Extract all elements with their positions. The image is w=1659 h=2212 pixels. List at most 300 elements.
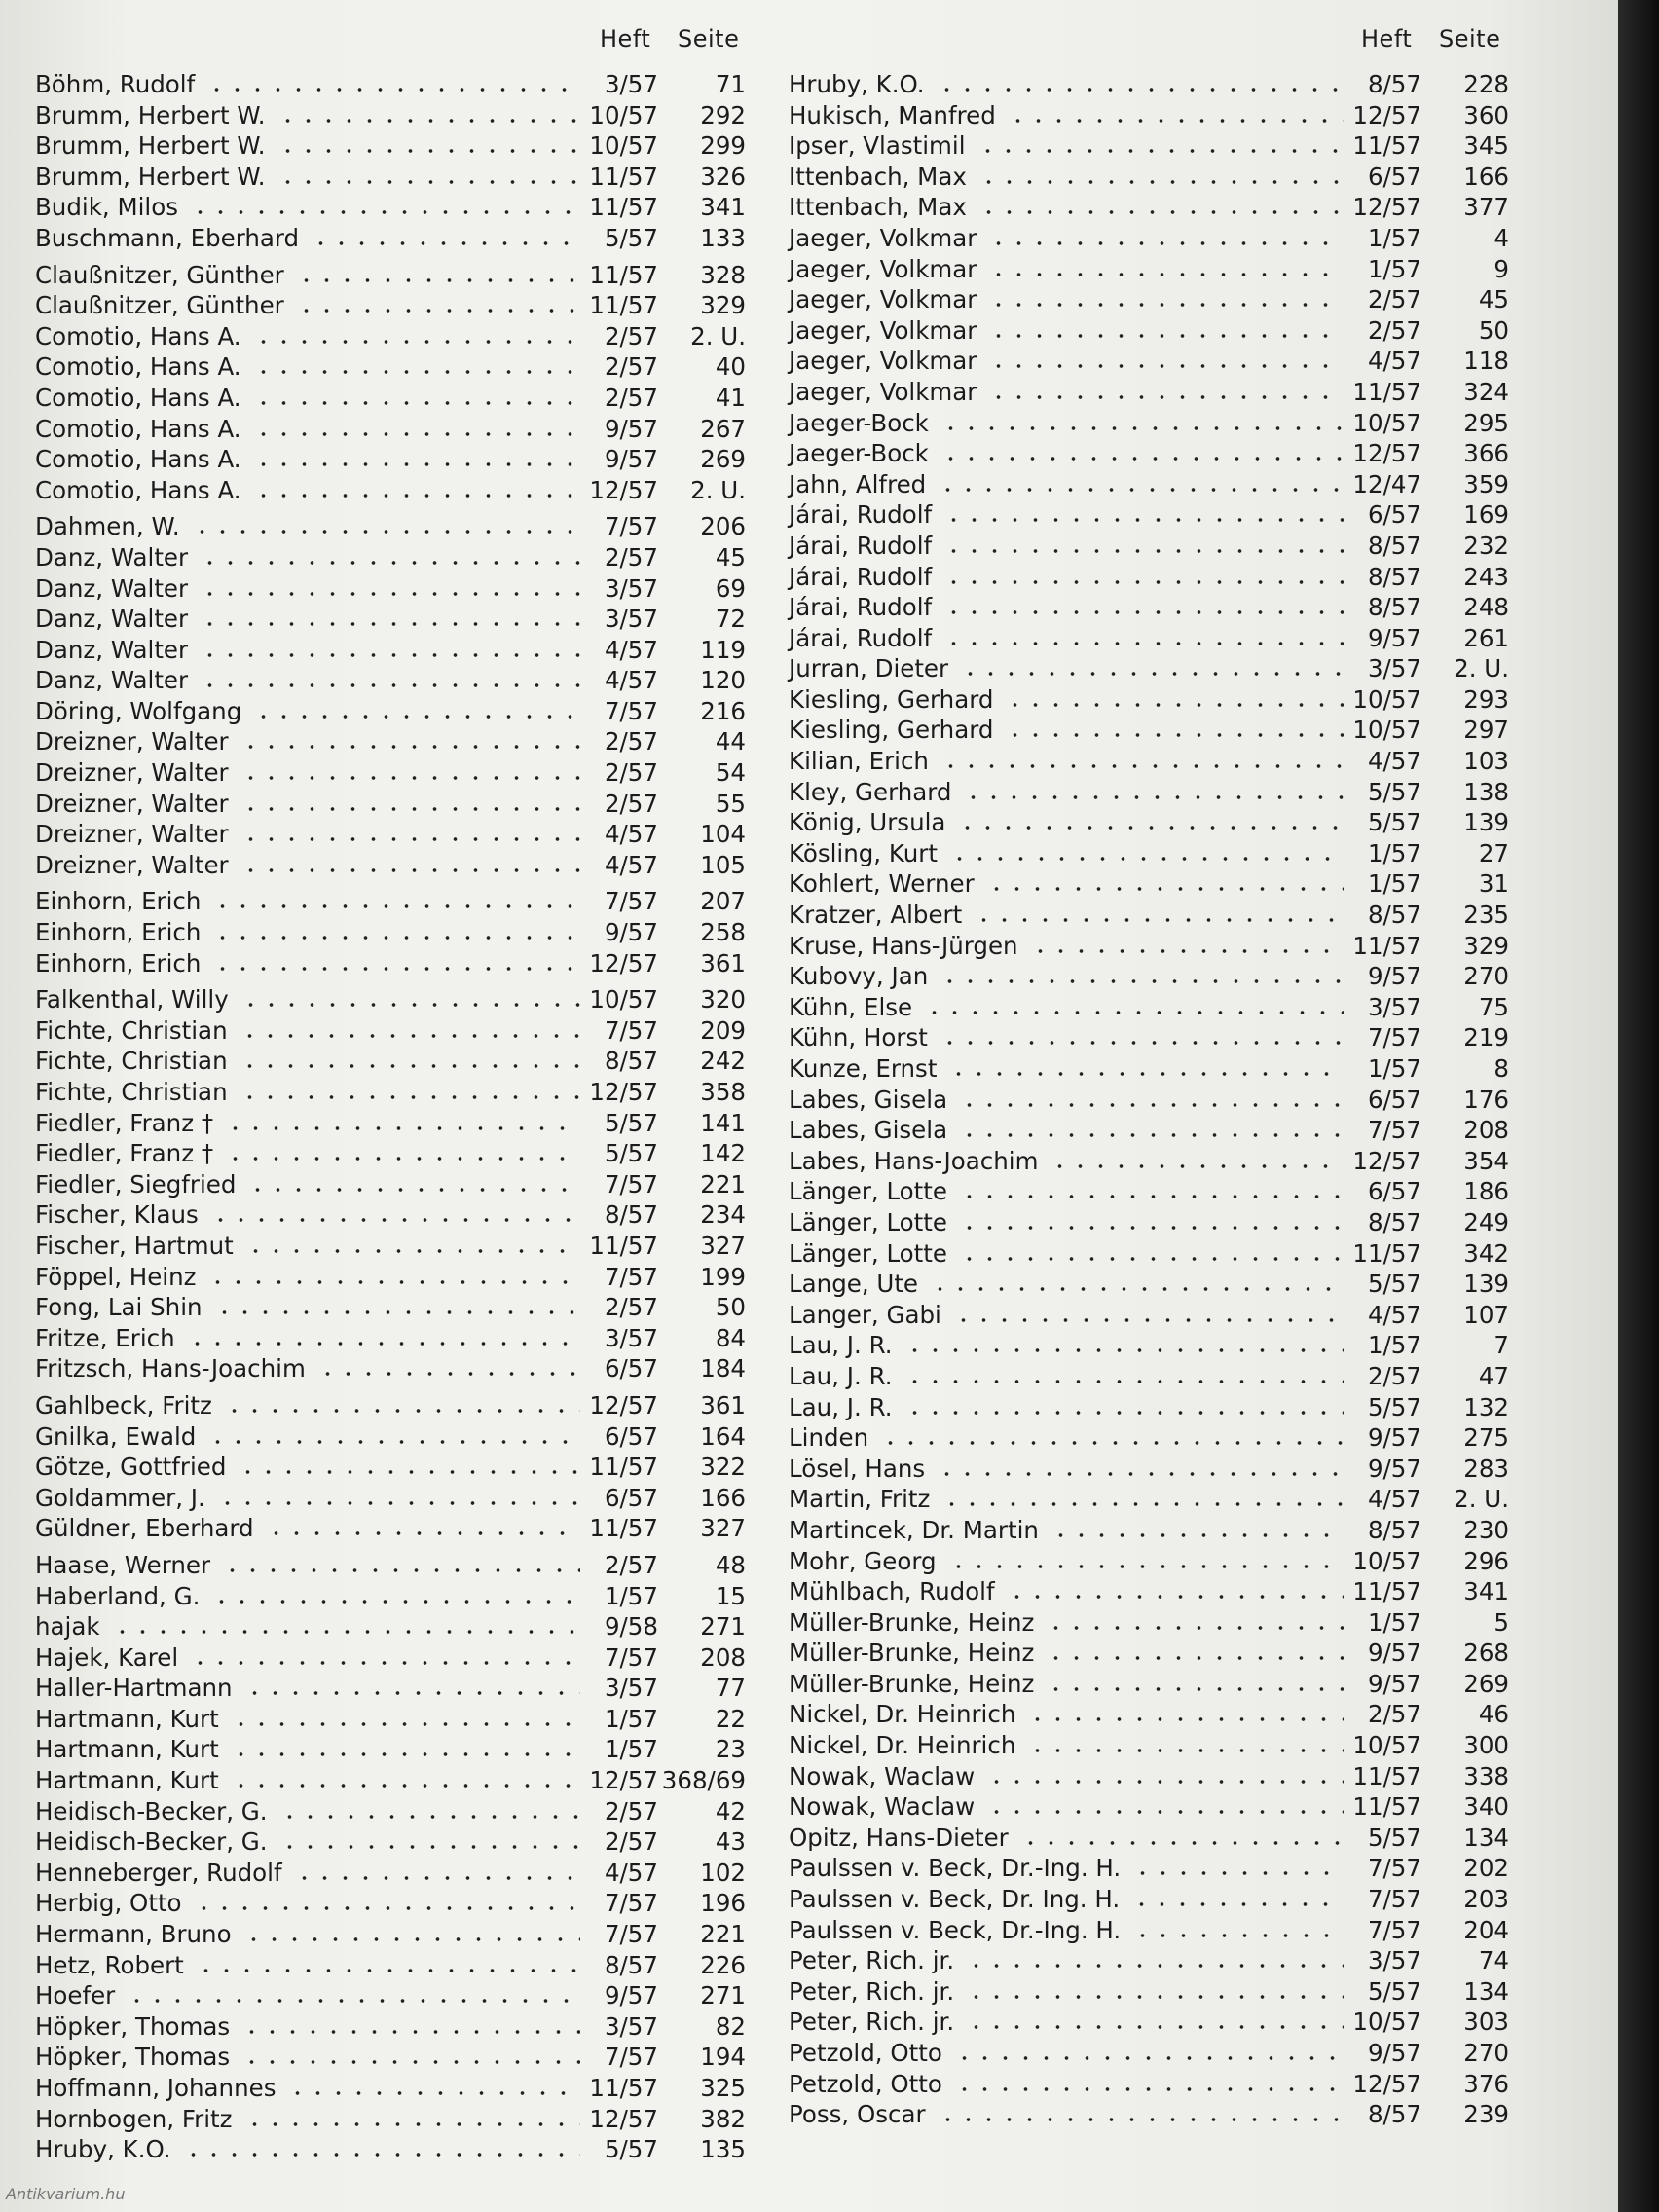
entry-name: Kühn, Horst: [789, 1023, 928, 1052]
entry-name: Budik, Milos: [35, 193, 178, 222]
entry-seite: 2. U.: [690, 321, 746, 350]
entry-name: Dreizner, Walter: [35, 820, 229, 849]
leader-dots: [207, 1440, 580, 1444]
entry-heft: 4/57: [604, 1858, 658, 1887]
entry-seite: 327: [700, 1231, 746, 1260]
entry-heft: 1/57: [1367, 1331, 1421, 1360]
entry-heft: 11/57: [1352, 1761, 1421, 1790]
entry-heft: 6/57: [604, 1483, 658, 1512]
index-entry: [35, 1514, 756, 1545]
leader-dots: [212, 967, 580, 971]
entry-seite: 326: [700, 162, 746, 191]
entry-seite: 118: [1463, 347, 1509, 376]
entry-heft: 2/57: [604, 321, 658, 350]
entry-name: Goldammer, J.: [35, 1483, 205, 1512]
entry-name: Länger, Lotte: [789, 1207, 947, 1236]
leader-dots: [200, 622, 580, 626]
index-entry: [789, 2070, 1509, 2101]
entry-seite: 295: [1463, 408, 1509, 437]
entry-heft: 5/57: [604, 223, 658, 252]
entry-seite: 27: [1478, 838, 1509, 867]
index-entry: [789, 439, 1509, 470]
entry-name: Döring, Wolfgang: [35, 696, 242, 725]
entry-heft: 10/57: [1352, 1546, 1421, 1575]
leader-dots: [943, 518, 1344, 522]
entry-name: Járai, Rudolf: [789, 593, 933, 622]
entry-seite: 141: [700, 1108, 746, 1137]
entry-heft: 3/57: [604, 70, 658, 98]
entry-heft: 9/57: [1367, 1669, 1421, 1698]
entry-name: Länger, Lotte: [789, 1177, 947, 1206]
entry-seite: 5: [1493, 1607, 1509, 1637]
index-entry: [789, 1977, 1509, 2009]
index-entry: [789, 2039, 1509, 2070]
entry-heft: 6/57: [1367, 500, 1421, 530]
entry-seite: 361: [700, 1390, 746, 1419]
leader-dots: [231, 1722, 580, 1726]
entry-name: Danz, Walter: [35, 573, 189, 603]
entry-seite: 300: [1463, 1731, 1509, 1760]
index-entry: [789, 1762, 1509, 1793]
entry-seite: 324: [1463, 377, 1509, 406]
leader-dots: [240, 837, 580, 841]
entry-heft: 8/57: [1367, 562, 1421, 591]
entry-name: Henneberger, Rudolf: [35, 1858, 282, 1887]
heft-header-left: Heft: [600, 25, 651, 53]
entry-heft: 4/57: [1367, 747, 1421, 776]
leader-dots: [1008, 119, 1344, 123]
entry-heft: 12/57: [1352, 193, 1421, 222]
index-entry: [789, 747, 1509, 778]
leader-dots: [940, 426, 1344, 430]
entry-seite: 15: [715, 1581, 746, 1610]
leader-dots: [988, 334, 1344, 338]
entry-name: Kunze, Ernst: [789, 1054, 938, 1083]
entry-name: Hukisch, Manfred: [789, 100, 996, 129]
leader-dots: [294, 1876, 580, 1880]
index-entry: [35, 291, 756, 322]
index-entry: [35, 918, 756, 949]
leader-dots: [954, 2087, 1344, 2091]
entry-heft: 2/57: [1367, 1361, 1421, 1390]
index-entry: [35, 352, 756, 384]
entry-seite: 23: [715, 1735, 746, 1764]
leader-dots: [988, 303, 1344, 307]
entry-name: Hetz, Robert: [35, 1950, 184, 1979]
entry-seite: 104: [700, 820, 746, 849]
leader-dots: [943, 580, 1344, 584]
entry-heft: 9/57: [1367, 1423, 1421, 1453]
entry-seite: 368/69: [661, 1766, 746, 1795]
heft-header-right: Heft: [1361, 25, 1413, 53]
entry-name: Járai, Rudolf: [789, 623, 933, 652]
entry-name: Labes, Gisela: [789, 1085, 948, 1114]
entry-name: Brumm, Herbert W.: [35, 131, 266, 161]
index-entry: [789, 500, 1509, 532]
entry-seite: 270: [1463, 962, 1509, 991]
leader-dots: [940, 764, 1344, 768]
entry-seite: 169: [1463, 500, 1509, 530]
leader-dots: [207, 1280, 580, 1284]
entry-seite: 2. U.: [690, 475, 746, 504]
entry-seite: 186: [1463, 1177, 1509, 1206]
index-entry: [789, 1916, 1509, 1947]
entry-heft: 3/57: [604, 573, 658, 603]
entry-seite: 134: [1463, 1976, 1509, 2006]
index-entry: [35, 1766, 756, 1797]
leader-dots: [904, 1380, 1344, 1383]
entry-heft: 1/57: [1367, 223, 1421, 252]
leader-dots: [1027, 1749, 1344, 1752]
index-entry: [789, 1946, 1509, 1977]
entry-heft: 7/57: [604, 1642, 658, 1672]
leader-dots: [194, 1906, 580, 1910]
entry-seite: 8: [1493, 1054, 1509, 1083]
index-entry: [789, 347, 1509, 378]
leader-dots: [212, 936, 580, 940]
entry-heft: 7/57: [604, 1169, 658, 1198]
entry-seite: 77: [715, 1674, 746, 1703]
leader-dots: [943, 549, 1344, 553]
entry-heft: 2/57: [604, 542, 658, 571]
entry-heft: 11/57: [589, 291, 658, 320]
index-entry: [789, 1147, 1509, 1178]
index-entry: [35, 1889, 756, 1920]
entry-heft: 6/57: [1367, 1085, 1421, 1114]
entry-heft: 4/57: [604, 820, 658, 849]
entry-name: Linden: [789, 1423, 869, 1453]
entry-name: Kühn, Else: [789, 992, 913, 1021]
index-entry: [35, 727, 756, 758]
index-entry: [35, 384, 756, 415]
index-entry: [789, 1301, 1509, 1332]
entry-heft: 7/57: [604, 1015, 658, 1045]
entry-seite: 55: [715, 789, 746, 818]
leader-dots: [988, 395, 1344, 399]
entry-seite: 269: [700, 445, 746, 474]
entry-name: Herbig, Otto: [35, 1889, 182, 1918]
leader-dots: [1005, 733, 1344, 737]
entry-name: Petzold, Otto: [789, 2039, 942, 2067]
entry-name: Ittenbach, Max: [789, 193, 967, 222]
index-entry: [789, 193, 1509, 224]
entry-name: Haase, Werner: [35, 1550, 211, 1579]
entry-name: Járai, Rudolf: [789, 531, 933, 560]
index-entry: [789, 962, 1509, 993]
index-entry: [789, 1086, 1509, 1117]
index-entry: [789, 1116, 1509, 1147]
entry-heft: 10/57: [589, 100, 658, 129]
entry-name: Fiedler, Siegfried: [35, 1169, 237, 1198]
entry-seite: 275: [1463, 1423, 1509, 1453]
leader-dots: [966, 1964, 1344, 1968]
entry-name: Kohlert, Werner: [789, 869, 975, 899]
index-entry: [789, 1792, 1509, 1824]
entry-heft: 8/57: [1367, 1207, 1421, 1236]
entry-name: Fritze, Erich: [35, 1323, 175, 1352]
leader-dots: [253, 462, 580, 466]
entry-seite: 239: [1463, 2100, 1509, 2129]
entry-seite: 293: [1463, 684, 1509, 714]
entry-name: König, Ursula: [789, 808, 946, 837]
entry-name: Mohr, Georg: [789, 1546, 937, 1575]
entry-seite: 267: [700, 414, 746, 443]
leader-dots: [948, 1072, 1344, 1076]
index-entry: [789, 593, 1509, 624]
leader-dots: [240, 745, 580, 749]
index-entry: [35, 758, 756, 790]
entry-heft: 2/57: [1367, 1700, 1421, 1729]
entry-name: Heidisch-Becker, G.: [35, 1796, 268, 1825]
entry-seite: 292: [700, 100, 746, 129]
entry-heft: 11/57: [1352, 1792, 1421, 1822]
entry-name: Kösling, Kurt: [789, 838, 938, 867]
index-entry: [789, 563, 1509, 594]
index-entry: [35, 605, 756, 636]
leader-dots: [190, 210, 580, 214]
entry-seite: 382: [700, 2104, 746, 2133]
index-entry: [789, 70, 1509, 101]
entry-name: Dahmen, W.: [35, 512, 180, 541]
entry-name: Kubovy, Jan: [789, 962, 929, 991]
leader-dots: [1050, 1164, 1344, 1168]
index-entry: [35, 1705, 756, 1736]
index-entry: [35, 1016, 756, 1048]
entry-name: Jaeger, Volkmar: [789, 254, 977, 283]
entry-heft: 8/57: [1367, 2100, 1421, 2129]
index-entry: [789, 1485, 1509, 1516]
index-entry: [35, 1200, 756, 1232]
index-entry: [789, 1423, 1509, 1455]
entry-seite: 358: [700, 1078, 746, 1106]
index-entry: [35, 1324, 756, 1355]
entry-heft: 5/57: [1367, 1823, 1421, 1852]
entry-name: Fichte, Christian: [35, 1078, 228, 1106]
entry-name: Opitz, Hans-Dieter: [789, 1823, 1009, 1852]
leader-dots: [231, 1784, 580, 1788]
entry-heft: 4/57: [604, 666, 658, 695]
entry-seite: 69: [715, 573, 746, 603]
index-entry: [35, 1170, 756, 1201]
entry-name: Müller-Brunke, Heinz: [789, 1669, 1035, 1698]
entry-seite: 221: [700, 1169, 746, 1198]
leader-dots: [231, 1752, 580, 1756]
entry-name: Paulssen v. Beck, Dr. Ing. H.: [789, 1885, 1121, 1914]
entry-seite: 166: [1463, 162, 1509, 191]
entry-seite: 329: [1463, 931, 1509, 960]
entry-seite: 207: [700, 887, 746, 916]
entry-heft: 12/57: [589, 1078, 658, 1106]
leader-dots: [1007, 1595, 1344, 1599]
index-entry: [35, 1453, 756, 1484]
leader-dots: [277, 149, 580, 153]
entry-seite: 107: [1463, 1300, 1509, 1329]
leader-dots: [296, 309, 580, 313]
entry-name: Danz, Walter: [35, 666, 189, 695]
index-entry: [35, 1582, 756, 1613]
index-entry: [789, 839, 1509, 870]
entry-name: Mühlbach, Rudolf: [789, 1577, 995, 1606]
leader-dots: [240, 1034, 580, 1038]
leader-dots: [253, 715, 580, 719]
leader-dots: [959, 1133, 1344, 1137]
entry-heft: 9/58: [604, 1612, 658, 1641]
leader-dots: [279, 1815, 580, 1819]
index-entry: [789, 1455, 1509, 1486]
leader-dots: [904, 1348, 1344, 1352]
entry-seite: 133: [700, 223, 746, 252]
leader-dots: [241, 2030, 580, 2034]
entry-heft: 2/57: [1367, 285, 1421, 314]
entry-heft: 11/57: [1352, 931, 1421, 960]
leader-dots: [953, 1318, 1344, 1322]
leader-dots: [937, 88, 1344, 92]
entry-name: Peter, Rich. jr.: [789, 2008, 955, 2037]
index-entry: [789, 285, 1509, 316]
index-entry: [35, 1109, 756, 1140]
index-entry: [35, 131, 756, 163]
entry-seite: 342: [1463, 1238, 1509, 1268]
entry-name: Einhorn, Erich: [35, 948, 202, 977]
entry-heft: 10/57: [1352, 684, 1421, 714]
entry-heft: 9/57: [604, 1981, 658, 2010]
entry-seite: 203: [1463, 1885, 1509, 1914]
entry-heft: 6/57: [604, 1354, 658, 1383]
entry-heft: 1/57: [604, 1735, 658, 1764]
entry-heft: 1/57: [1367, 869, 1421, 899]
leader-dots: [112, 1630, 580, 1634]
index-entry: [789, 470, 1509, 501]
entry-seite: 268: [1463, 1639, 1509, 1668]
entry-heft: 5/57: [1367, 777, 1421, 806]
entry-heft: 7/57: [1367, 1915, 1421, 1944]
entry-heft: 1/57: [1367, 1607, 1421, 1637]
entry-name: Fischer, Klaus: [35, 1200, 199, 1230]
index-entry: [789, 716, 1509, 747]
index-entry: [789, 1577, 1509, 1608]
entry-heft: 11/57: [589, 1514, 658, 1543]
entry-heft: 3/57: [604, 605, 658, 634]
leader-dots: [948, 1565, 1344, 1568]
leader-dots: [266, 1531, 580, 1535]
entry-name: Heidisch-Becker, G.: [35, 1827, 268, 1857]
entry-name: Petzold, Otto: [789, 2069, 942, 2098]
leader-dots: [959, 1226, 1344, 1230]
leader-dots: [253, 401, 580, 405]
entry-name: Járai, Rudolf: [789, 562, 933, 591]
leader-dots: [957, 826, 1344, 830]
entry-heft: 10/57: [589, 985, 658, 1014]
entry-heft: 9/57: [1367, 962, 1421, 991]
entry-name: Hoefer: [35, 1981, 116, 2010]
right-entry-list: [789, 70, 1509, 2131]
entry-heft: 11/57: [1352, 131, 1421, 161]
page-edge: [1618, 0, 1659, 2212]
index-entry: [789, 1208, 1509, 1239]
leader-dots: [127, 1999, 580, 2003]
entry-heft: 3/57: [1367, 992, 1421, 1021]
entry-name: Járai, Rudolf: [789, 500, 933, 530]
leader-dots: [966, 1995, 1344, 1999]
entry-name: Labes, Hans-Joachim: [789, 1146, 1039, 1175]
entry-name: Peter, Rich. jr.: [789, 1976, 955, 2006]
index-entry: [35, 636, 756, 667]
entry-heft: 11/57: [589, 1231, 658, 1260]
leader-dots: [253, 370, 580, 374]
entry-seite: 345: [1463, 131, 1509, 161]
entry-name: Hartmann, Kurt: [35, 1704, 219, 1733]
index-entry: [789, 224, 1509, 255]
entry-heft: 8/57: [1367, 901, 1421, 930]
entry-seite: 164: [700, 1421, 746, 1451]
entry-name: Fiedler, Franz †: [35, 1139, 214, 1168]
entry-seite: 325: [700, 2074, 746, 2102]
leader-dots: [959, 1257, 1344, 1261]
entry-seite: 230: [1463, 1515, 1509, 1544]
entry-name: Fiedler, Franz †: [35, 1108, 214, 1137]
seite-header-right: Seite: [1439, 25, 1501, 53]
index-entry: [789, 993, 1509, 1024]
entry-name: hajak: [35, 1612, 100, 1641]
leader-dots: [200, 653, 580, 657]
leader-dots: [311, 241, 580, 245]
entry-seite: 139: [1463, 808, 1509, 837]
entry-seite: 204: [1463, 1915, 1509, 1944]
leader-dots: [206, 88, 580, 92]
entry-heft: 8/57: [1367, 70, 1421, 98]
entry-name: Claußnitzer, Günther: [35, 291, 284, 320]
index-entry: [789, 1177, 1509, 1208]
index-entry: [789, 1639, 1509, 1670]
leader-dots: [317, 1372, 580, 1376]
entry-name: Kruse, Hans-Jürgen: [789, 931, 1018, 960]
entry-name: Einhorn, Erich: [35, 887, 202, 916]
index-entry: [35, 1674, 756, 1705]
index-entry: [35, 322, 756, 353]
index-entry: [35, 985, 756, 1016]
entry-seite: 41: [715, 383, 746, 412]
leader-dots: [200, 592, 580, 596]
entry-seite: 320: [700, 985, 746, 1014]
leader-dots: [240, 1064, 580, 1068]
leader-dots: [940, 979, 1344, 983]
leader-dots: [224, 1409, 580, 1413]
entry-heft: 11/57: [589, 1453, 658, 1482]
entry-seite: 303: [1463, 2008, 1509, 2037]
entry-seite: 42: [715, 1796, 746, 1825]
entry-seite: 327: [700, 1514, 746, 1543]
entry-name: Jurran, Dieter: [789, 654, 949, 683]
leader-dots: [247, 1188, 580, 1192]
entry-seite: 47: [1478, 1361, 1509, 1390]
seite-header-left: Seite: [678, 25, 740, 53]
entry-seite: 228: [1463, 70, 1509, 98]
entry-name: Fichte, Christian: [35, 1047, 228, 1076]
entry-seite: 242: [700, 1047, 746, 1076]
leader-dots: [200, 683, 580, 687]
entry-seite: 48: [715, 1550, 746, 1579]
index-entry: [35, 697, 756, 728]
entry-seite: 206: [700, 512, 746, 541]
index-entry: [35, 70, 756, 101]
entry-seite: 248: [1463, 593, 1509, 622]
entry-seite: 296: [1463, 1546, 1509, 1575]
entry-seite: 50: [1478, 315, 1509, 345]
entry-seite: 232: [1463, 531, 1509, 560]
entry-heft: 6/57: [1367, 162, 1421, 191]
entry-heft: 9/57: [1367, 2039, 1421, 2067]
entry-seite: 31: [1478, 869, 1509, 899]
